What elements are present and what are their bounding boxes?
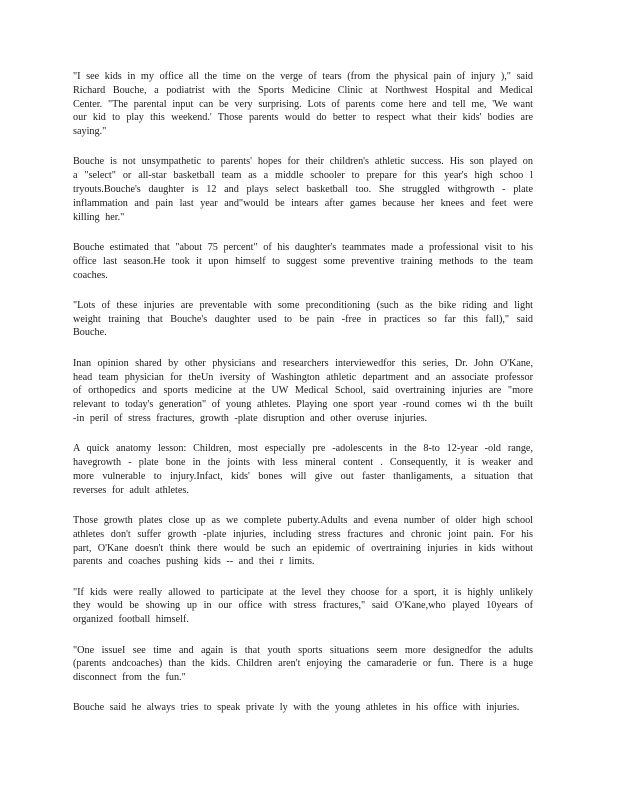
paragraph: "Lots of these injuries are preventable with some preconditioning (such as the bike riding and light weight training that Bouche's daughter used to be pain -free in practices so far this fall)," said Bouche. — [73, 299, 533, 339]
paragraph: Bouche estimated that "about 75 percent" of his daughter's teammates made a professional visit to his office last season.He took it upon himself to suggest some preventive training methods to the team coaches. — [73, 241, 533, 281]
paragraph: Bouche said he always tries to speak private ly with the young athletes in his office with injuries. — [73, 702, 520, 714]
article-body — [73, 70, 533, 715]
paragraph: "I see kids in my office all the time on the verge of tears (from the physical pain of injury )," said Richard Bouche, a podiatrist with the Sports Medicine Clinic at Northwest Hospital and Medical Center. "The parental input can be very surprising. Lots of parents come here and tell me, 'We want our kid to play this weekend.' Those parents would do better to respect what their kids' bodies are saying." — [73, 71, 533, 138]
paragraph: Those growth plates close up as we complete puberty.Adults and evena number of older high school athletes don't suffer growth -plate injuries, including stress fractures and chronic joint pain. For his part, O'Kane doesn't think there would be such an epidemic of overtraining injuries in kids without parents and coaches pushing kids -- and thei r limits. — [73, 514, 533, 568]
paragraph: "If kids were really allowed to participate at the level they choose for a sport, it is highly unlikely they would be showing up in our office with stress fractures," said O'Kane,who played 10years of organized football himself. — [73, 586, 533, 626]
paragraph: Bouche is not unsympathetic to parents' hopes for their children's athletic success. His son played on a "select" or all-star basketball team as a middle schooler to prepare for this year's high schoo l tryouts.Bouche's daughter is 12 and plays select basketball too. She struggled withgrowth - plate inflammation and pain last year and"would be intears after games because her knees and feet were killing her." — [73, 156, 533, 223]
paragraph: "One issueI see time and again is that youth sports situations seem more designedfor the adults (parents andcoaches) than the kids. Children aren't enjoying the camaraderie or fun. There is a huge disconnect from the fun." — [73, 644, 533, 684]
paragraph: A quick anatomy lesson: Children, most especially pre -adolescents in the 8-to 12-year -old range, havegrowth - plate bone in the joints with less mineral content . Consequently, it is weaker and more vulnerable to injury.Infact, kids' bones will give out faster thanligaments, a situation that reverses for adult athletes. — [73, 443, 533, 496]
paragraph: Inan opinion shared by other physicians and researchers interviewedfor this series, Dr. John O'Kane, head team physician for theUn iversity of Washington athletic department and an associate professor of orthopedics and sports medicine at the UW Medical School, said overtraining injuries are "more relevant to today's generation" of young athletes. Playing one sport year -round comes wi th the built -in peril of stress fractures, growth -plate disruption and other overuse injuries. — [73, 357, 533, 424]
